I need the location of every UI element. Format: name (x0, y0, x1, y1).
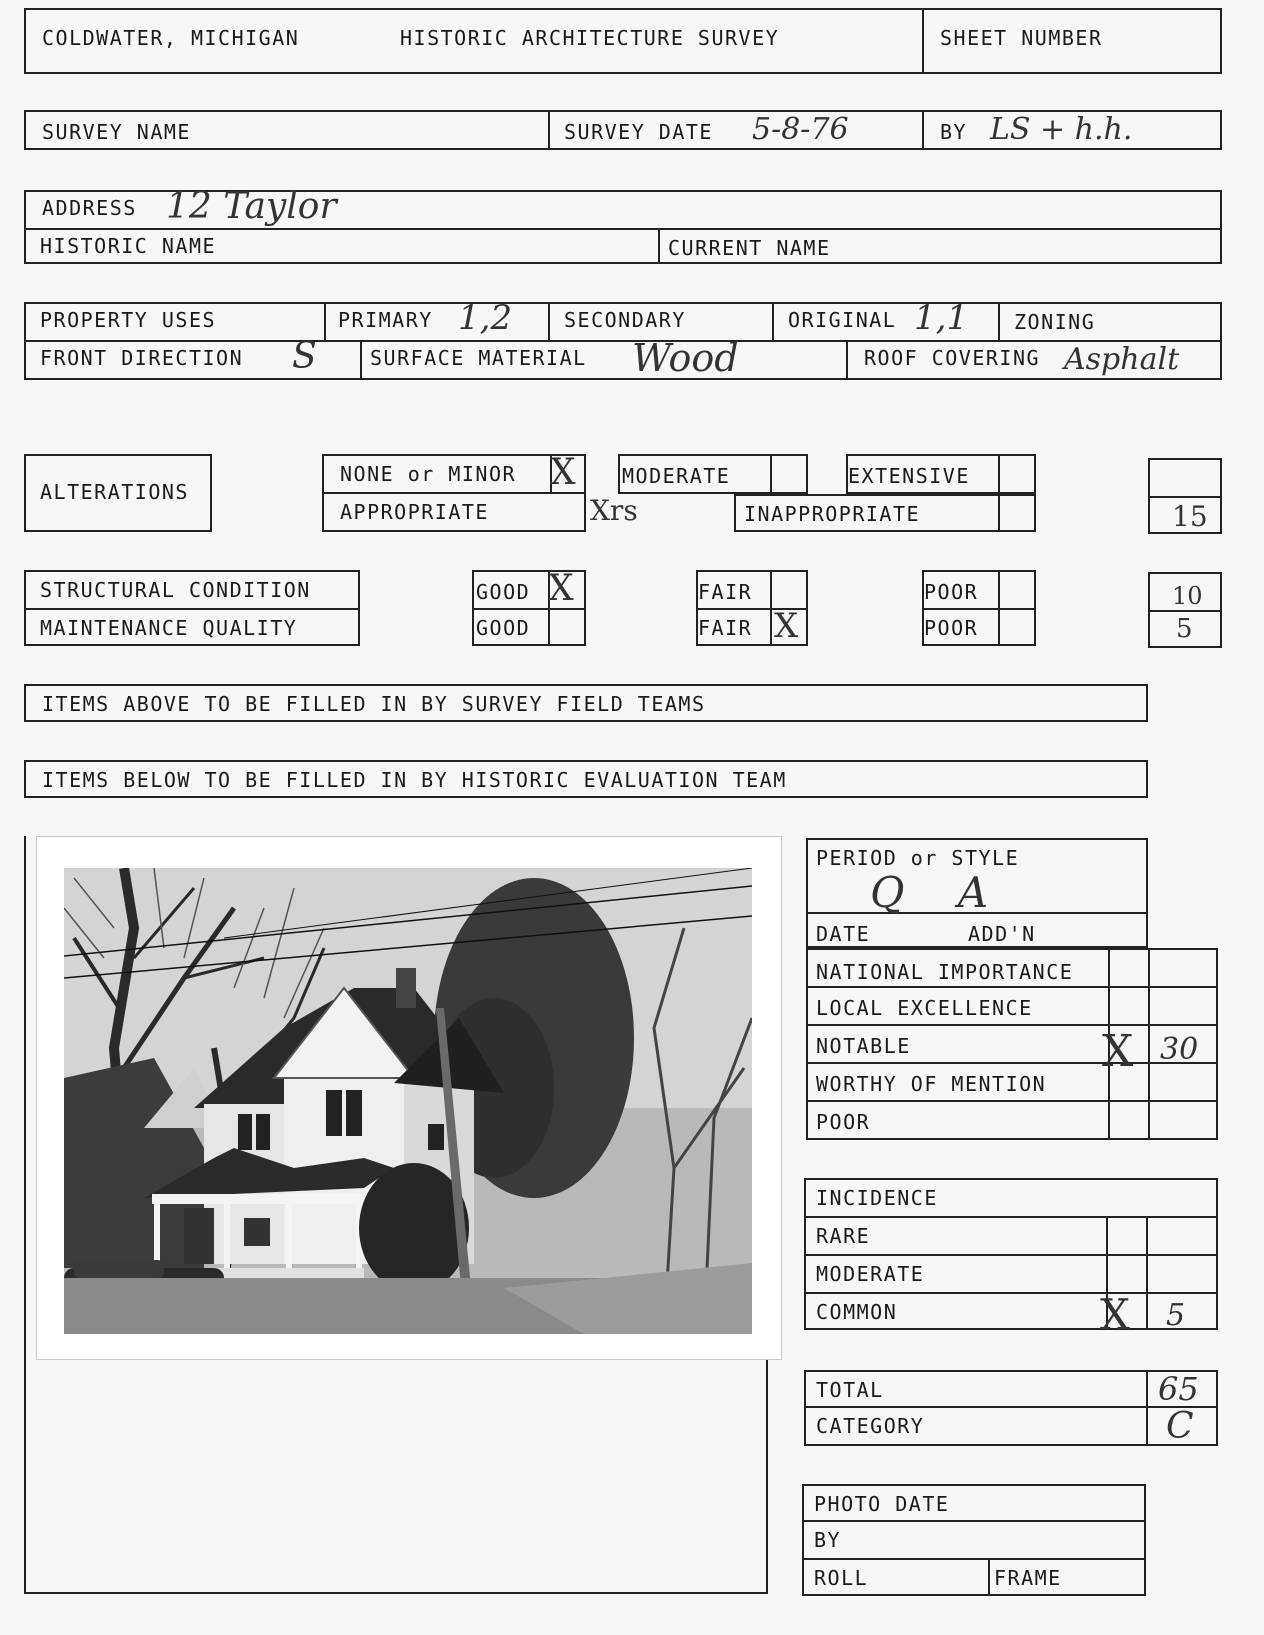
survey-date-label: SURVEY DATE (564, 120, 713, 144)
prop-div-5 (360, 340, 362, 380)
roof-covering-label: ROOF COVERING (864, 346, 1041, 370)
roll-frame-divider (988, 1558, 990, 1596)
alterations-score-divider (1148, 496, 1222, 498)
prop-div-1 (324, 302, 326, 340)
poor-label-maintenance: POOR (924, 616, 979, 640)
prop-div-3 (772, 302, 774, 340)
photo-area-left (24, 836, 26, 1592)
totals-value-divider (1146, 1370, 1148, 1446)
imp-div-3 (806, 1062, 1218, 1064)
imp-div-4 (806, 1100, 1218, 1102)
total-label: TOTAL (816, 1378, 884, 1402)
original-label: ORIGINAL (788, 308, 897, 332)
structural-score: 10 (1172, 582, 1203, 610)
inc-div-2 (804, 1254, 1218, 1256)
maintenance-mark: X (774, 606, 799, 646)
roll-label: ROLL (814, 1566, 869, 1590)
appropriate-mark: Xrs (590, 494, 638, 527)
addn-label: ADD'N (968, 922, 1036, 946)
survey-title: HISTORIC ARCHITECTURE SURVEY (400, 26, 780, 50)
prop-div-2 (548, 302, 550, 340)
inc-div-3 (804, 1292, 1218, 1294)
prop-div-6 (846, 340, 848, 380)
importance-mark-divider (1148, 948, 1150, 1140)
moderate-check-divider (770, 454, 772, 494)
photo-area-right (766, 1356, 768, 1592)
address-label: ADDRESS (42, 196, 137, 220)
structural-condition-label: STRUCTURAL CONDITION (40, 578, 311, 602)
items-above-label: ITEMS ABOVE TO BE FILLED IN BY SURVEY FIELD TEAMS (42, 692, 706, 716)
alterations-score: 15 (1172, 500, 1208, 533)
common-score: 5 (1166, 1298, 1186, 1333)
none-minor-label: NONE or MINOR (340, 462, 517, 486)
common-label: COMMON (816, 1300, 898, 1324)
survey-date-value: 5-8-76 (752, 112, 849, 147)
current-name-divider (658, 228, 660, 264)
none-minor-mark: X (550, 452, 576, 493)
roof-covering-value: Asphalt (1064, 342, 1180, 377)
header-divider (922, 8, 924, 74)
extensive-label: EXTENSIVE (848, 464, 970, 488)
structural-mark: X (548, 568, 574, 609)
rare-label: RARE (816, 1224, 871, 1248)
notable-label: NOTABLE (816, 1034, 911, 1058)
house-photo (64, 868, 752, 1334)
original-value: 1,1 (914, 298, 969, 338)
property-uses-label: PROPERTY USES (40, 308, 217, 332)
primary-label: PRIMARY (338, 308, 433, 332)
survey-divider-2 (922, 110, 924, 150)
incidence-label: INCIDENCE (816, 1186, 938, 1210)
photo-area-bottom (24, 1592, 768, 1594)
inc-mark-divider (1146, 1216, 1148, 1330)
property-divider (24, 340, 1222, 342)
survey-by-value: LS + h.h. (990, 112, 1133, 147)
historic-name-label: HISTORIC NAME (40, 234, 217, 258)
alterations-label: ALTERATIONS (40, 480, 189, 504)
national-importance-label: NATIONAL IMPORTANCE (816, 960, 1074, 984)
primary-value: 1,2 (458, 298, 513, 338)
moderate-label: MODERATE (622, 464, 731, 488)
eval-poor-label: POOR (816, 1110, 871, 1134)
photo-date-label: PHOTO DATE (814, 1492, 950, 1516)
city-label: COLDWATER, MICHIGAN (42, 26, 300, 50)
inc-moderate-label: MODERATE (816, 1262, 925, 1286)
photo-info-div-2 (802, 1558, 1146, 1560)
fair-label-maintenance: FAIR (698, 616, 753, 640)
local-excellence-label: LOCAL EXCELLENCE (816, 996, 1033, 1020)
frame-label: FRAME (994, 1566, 1062, 1590)
survey-by-label: BY (940, 120, 968, 144)
imp-div-2 (806, 1024, 1218, 1026)
imp-div-1 (806, 986, 1218, 988)
maintenance-score: 5 (1176, 614, 1193, 644)
notable-mark: X (1102, 1026, 1134, 1077)
common-mark: X (1100, 1290, 1130, 1339)
photo-by-label: BY (814, 1528, 842, 1552)
poor-check-divider (998, 570, 1000, 646)
good-label-structural: GOOD (476, 580, 531, 604)
period-value: Q A (870, 868, 989, 917)
photo-info-div-1 (802, 1520, 1146, 1522)
period-label: PERIOD or STYLE (816, 846, 1020, 870)
notable-score: 30 (1160, 1032, 1199, 1067)
condition-score-divider (1148, 610, 1222, 612)
survey-divider-1 (548, 110, 550, 150)
zoning-label: ZONING (1014, 310, 1096, 334)
front-direction-value: S (292, 336, 317, 377)
inappropriate-label: INAPPROPRIATE (744, 502, 921, 526)
address-value: 12 Taylor (166, 186, 337, 227)
category-value: C (1166, 1406, 1194, 1447)
surface-material-label: SURFACE MATERIAL (370, 346, 587, 370)
fair-label-structural: FAIR (698, 580, 753, 604)
poor-label-structural: POOR (924, 580, 979, 604)
none-minor-divider (322, 492, 586, 494)
good-label-maintenance: GOOD (476, 616, 531, 640)
front-direction-label: FRONT DIRECTION (40, 346, 244, 370)
surface-material-value: Wood (632, 336, 739, 380)
secondary-label: SECONDARY (564, 308, 686, 332)
maintenance-quality-label: MAINTENANCE QUALITY (40, 616, 298, 640)
address-divider (24, 228, 1222, 230)
total-value: 65 (1158, 1370, 1199, 1408)
poor-divider (922, 608, 1036, 610)
condition-divider (24, 608, 360, 610)
date-label: DATE (816, 922, 871, 946)
current-name-label: CURRENT NAME (668, 236, 831, 260)
survey-name-label: SURVEY NAME (42, 120, 191, 144)
prop-div-4 (998, 302, 1000, 340)
inc-div-1 (804, 1216, 1218, 1218)
sheet-number-label: SHEET NUMBER (940, 26, 1103, 50)
worthy-label: WORTHY OF MENTION (816, 1072, 1047, 1096)
totals-divider (804, 1406, 1218, 1408)
category-label: CATEGORY (816, 1414, 925, 1438)
fair-check-divider (770, 570, 772, 646)
items-below-label: ITEMS BELOW TO BE FILLED IN BY HISTORIC EVALUATION TEAM (42, 768, 787, 792)
appropriate-label: APPROPRIATE (340, 500, 489, 524)
